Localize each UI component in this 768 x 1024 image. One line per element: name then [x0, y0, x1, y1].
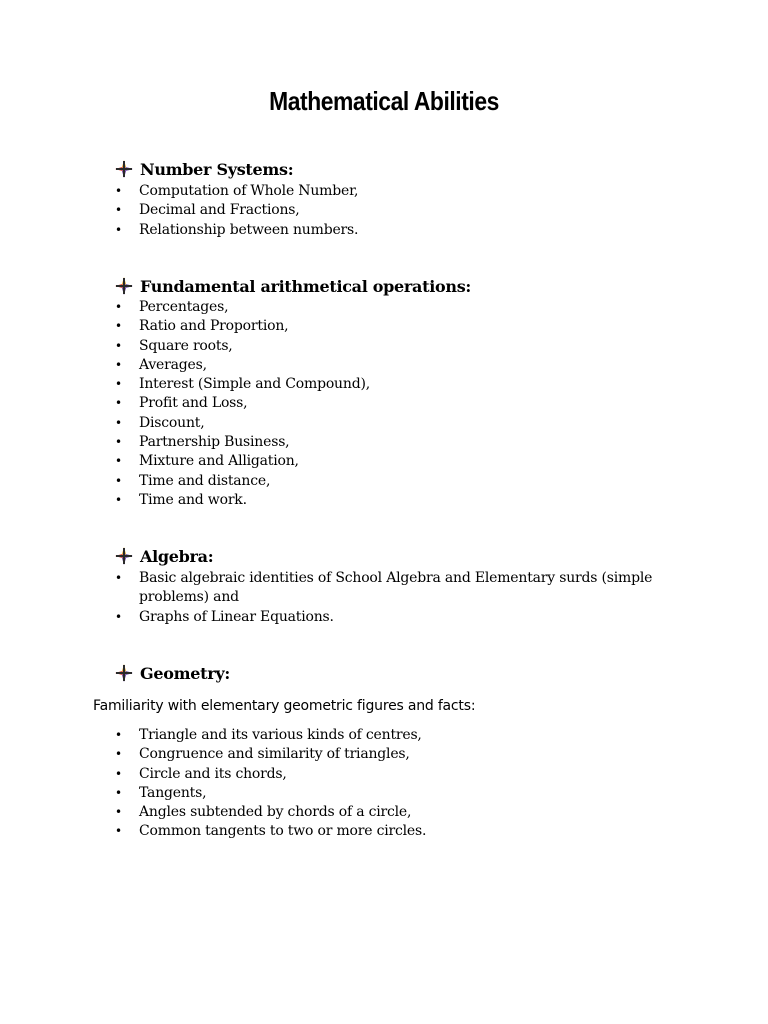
- list-item: • Percentages,: [0, 298, 768, 317]
- four-point-star-icon: [114, 663, 134, 683]
- geometry-intro: Familiarity with elementary geometric figures and facts:: [93, 698, 476, 714]
- list-item: • Computation of Whole Number,: [0, 182, 768, 201]
- bullet: •: [115, 747, 122, 762]
- list-item: • Interest (Simple and Compound),: [0, 375, 768, 394]
- list-item: • Time and work.: [0, 491, 768, 510]
- bullet: •: [115, 222, 122, 237]
- list-item: • Basic algebraic identities of School Algebra and Elementary surds (simple problems) and: [115, 570, 653, 606]
- list-item: • Averages,: [0, 356, 768, 375]
- bullet: •: [115, 300, 122, 314]
- bullet: •: [115, 184, 122, 198]
- section-heading-text: Geometry:: [140, 663, 230, 683]
- section-heading: [114, 545, 213, 567]
- bullet: •: [115, 377, 122, 392]
- bullet: •: [115, 203, 122, 218]
- number-systems-list: [0, 182, 768, 240]
- four-point-star-icon: [114, 159, 134, 179]
- list-item: • Tangents,: [0, 784, 768, 803]
- list-item: • Mixture and Alligation,: [0, 452, 768, 471]
- section-heading-text: Fundamental arithmetical operations:: [140, 276, 472, 296]
- bullet: •: [115, 824, 122, 839]
- bullet: •: [115, 338, 122, 353]
- section-heading: [114, 158, 293, 180]
- list-item: • Angles subtended by chords of a circle,: [0, 803, 768, 822]
- list-item: • Square roots,: [0, 337, 768, 356]
- list-item: • Partnership Business,: [0, 433, 768, 452]
- bullet: •: [115, 571, 122, 585]
- list-item: • Time and distance,: [0, 472, 768, 491]
- page-title: Mathematical Abilities: [269, 86, 499, 116]
- bullet: •: [115, 492, 122, 507]
- list-item: • Common tangents to two or more circles.: [0, 822, 768, 841]
- list-item: • Congruence and similarity of triangles,: [0, 745, 768, 764]
- bullet: •: [115, 473, 122, 488]
- list-item: • Profit and Loss,: [0, 394, 768, 413]
- section-heading: [114, 662, 230, 684]
- list-item: • Discount,: [0, 414, 768, 433]
- section-heading-text: Algebra:: [140, 546, 214, 566]
- list-item: • Circle and its chords,: [0, 765, 768, 784]
- section-heading-text: Number Systems:: [140, 159, 294, 179]
- bullet: •: [115, 415, 122, 430]
- bullet: •: [115, 454, 122, 469]
- bullet: •: [115, 785, 122, 800]
- arithmetical-operations-list: [0, 298, 768, 510]
- geometry-list: [0, 726, 768, 842]
- four-point-star-icon: [114, 276, 134, 296]
- bullet: •: [115, 609, 122, 624]
- section-heading: [114, 275, 471, 297]
- list-item: • Relationship between numbers.: [0, 221, 768, 240]
- bullet: •: [115, 805, 122, 820]
- list-item: • Decimal and Fractions,: [0, 201, 768, 220]
- bullet: •: [115, 766, 122, 781]
- list-item: • Triangle and its various kinds of centres,: [0, 726, 768, 745]
- bullet: •: [115, 357, 122, 372]
- bullet: •: [115, 319, 122, 334]
- four-point-star-icon: [114, 546, 134, 566]
- bullet: •: [115, 396, 122, 411]
- bullet: •: [115, 728, 122, 742]
- algebra-list: [0, 569, 768, 627]
- list-item: • Ratio and Proportion,: [0, 317, 768, 336]
- bullet: •: [115, 435, 122, 450]
- list-item: • Graphs of Linear Equations.: [0, 608, 768, 627]
